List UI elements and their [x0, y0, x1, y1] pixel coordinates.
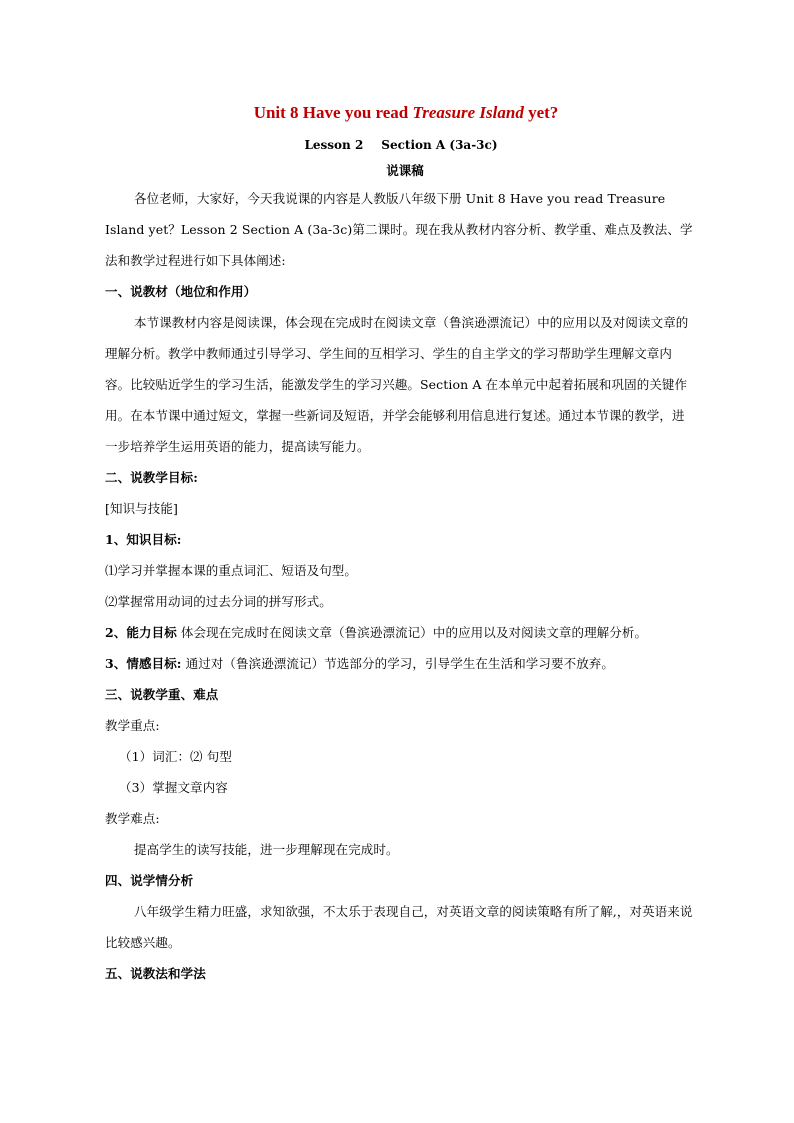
- section2-heading: 二、说教学目标:: [105, 470, 198, 485]
- section2-sub: [知识与技能]: [105, 501, 178, 516]
- goal1-item2: ⑵掌握常用动词的过去分词的拼写形式。: [105, 594, 332, 609]
- section-label: Section A (3a-3c): [381, 138, 498, 152]
- goal3-label: 3、情感目标:: [105, 656, 182, 671]
- diff-label: 教学难点:: [105, 811, 160, 826]
- title-prefix: Unit 8 Have you read: [253, 103, 413, 122]
- lesson-subtitle: [105, 135, 697, 155]
- goal3-line: [105, 648, 697, 679]
- diff-text: 提高学生的读写技能，进一步理解现在完成时。: [134, 842, 399, 857]
- document-page: [105, 100, 697, 989]
- goal1-heading: 1、知识目标:: [105, 532, 182, 547]
- goal1-item1: ⑴学习并掌握本课的重点词汇、短语及句型。: [105, 563, 358, 578]
- key-item2: （3）掌握文章内容: [119, 780, 228, 795]
- document-title: [105, 100, 697, 126]
- intro-paragraph: 各位老师，大家好，今天我说课的内容是人教版八年级下册 Unit 8 Have you read Treasure Island yet？Lesson 2 Section A (3a-3c)第二课时。现在我从教材内容分析、教学重、难点及教法、学法和教学过程进行如下具体阐述:: [105, 191, 693, 268]
- goal2-label: 2、能力目标: [105, 625, 177, 640]
- section3-heading: 三、说教学重、难点: [105, 687, 219, 702]
- section1-heading: 一、说教材（地位和作用）: [105, 284, 257, 299]
- key-label: 教学重点:: [105, 718, 160, 733]
- lesson-label: Lesson 2: [304, 138, 364, 152]
- goal3-text: 通过对（鲁滨逊漂流记）节选部分的学习，引导学生在生活和学习要不放弃。: [181, 656, 614, 671]
- key-item1: （1）词汇：⑵ 句型: [119, 749, 232, 764]
- title-suffix: yet?: [523, 103, 559, 122]
- section4-heading: 四、说学情分析: [105, 873, 194, 888]
- title-book: Treasure Island: [412, 103, 524, 122]
- doc-type-heading: 说课稿: [386, 163, 424, 178]
- section4-body: 八年级学生精力旺盛，求知欲强，不太乐于表现自己，对英语文章的阅读策略有所了解,，对英语来说比较感兴趣。: [105, 904, 693, 950]
- section1-body: 本节课教材内容是阅读课，体会现在完成时在阅读文章（鲁滨逊漂流记）中的应用以及对阅读文章的理解分析。教学中教师通过引导学习、学生间的互相学习、学生的自主学文的学习帮助学生理解文章内容。比较贴近学生的学习生活，能激发学生的学习兴趣。Section A 在本单元中起着拓展和巩固的关键作用。在本节课中通过短文，掌握一些新词及短语，并学会能够利用信息进行复述。通过本节课的教学，进一步培养学生运用英语的能力，提高读写能力。: [105, 315, 689, 454]
- goal2-text: 体会现在完成时在阅读文章（鲁滨逊漂流记）中的应用以及对阅读文章的理解分析。: [176, 625, 648, 640]
- goal2-line: [105, 617, 697, 648]
- section5-heading: 五、说教法和学法: [105, 966, 206, 981]
